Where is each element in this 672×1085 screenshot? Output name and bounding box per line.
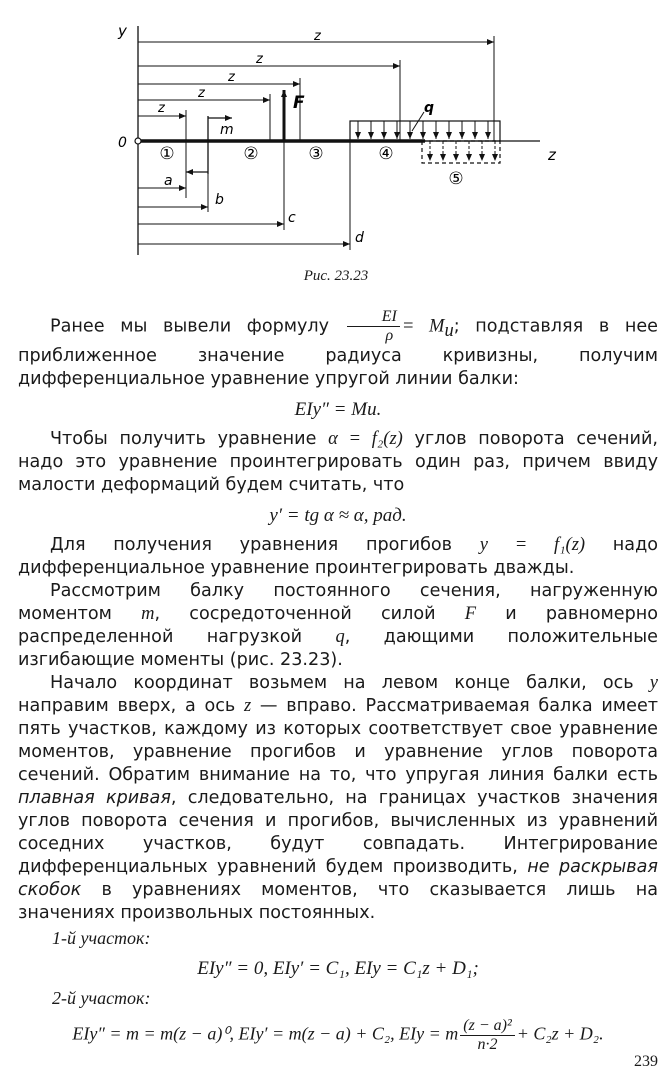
- paragraph-3: Для получения уравнения прогибов y = f₁(z) надо дифференциальное уравнение проинтегрировать дважды.: [18, 535, 658, 578]
- section-5: ⑤: [448, 169, 464, 189]
- z-dim-label-2: z: [256, 52, 263, 67]
- force-label: F: [293, 93, 305, 113]
- z-dim-label-3: z: [228, 70, 235, 85]
- page-number: 239: [634, 1053, 658, 1070]
- beam-figure: [0, 0, 672, 270]
- load-q-arrows: [358, 121, 488, 139]
- dim-label-c: c: [288, 210, 296, 226]
- y-axis-label: y: [118, 22, 127, 40]
- load-q-label: q: [424, 100, 435, 116]
- z-axis-label: z: [548, 146, 556, 164]
- z-dim-label-1: z: [314, 29, 321, 44]
- body-text: [18, 308, 658, 1061]
- load-dashed-arrows: [430, 141, 495, 161]
- paragraph-5: Начало координат возьмем на левом конце балки, ось y направим вверх, а ось z — вправо. Рассматриваемая балка имеет пять участков, каждому из которых соответствует свое уравнение моментов, уравнение прогибов и уравнение углов поворота сечений. Обратим внимание на то, что упругая линия балки есть плавная кривая, следовательно, на границах участков значения углов поворота сечения и прогибов, вычисленных из уравнений соседних участков, будут совпадать. Интегрирование дифференциальных уравнений будем производить, не раскрывая скобок в уравнениях моментов, что сказывается лишь на значениях произвольных постоянных.: [18, 673, 659, 923]
- section-3: ③: [308, 144, 324, 164]
- equation-2: y′ = tg α ≈ α, рад.: [269, 505, 407, 526]
- equation-4: EIy″ = m = m(z − a)⁰, EIy′ = m(z − a) + C₂, EIy = m $\frac{\text{(z − a)²}}{п\cdot 2}$ + C₂z + D₂.: [72, 1017, 604, 1053]
- beam-diagram: [0, 0, 672, 270]
- equation-1: EIy″ = Mи.: [294, 399, 382, 420]
- dim-label-a: a: [164, 173, 173, 189]
- load-q-block: [350, 121, 500, 141]
- equation-3: EIy″ = 0, EIy′ = C₁, EIy = C₁z + D₁;: [197, 958, 479, 979]
- section-1: ①: [159, 144, 175, 164]
- moment-label: m: [220, 122, 234, 138]
- z-dim-label-4: z: [198, 86, 205, 101]
- section-2: ②: [243, 144, 259, 164]
- origin-label: 0: [118, 135, 127, 151]
- figure-caption: Рис. 23.23: [303, 268, 369, 284]
- z-dim-label-5: z: [158, 101, 165, 116]
- paragraph-2: Чтобы получить уравнение α = f₂(z) углов поворота сечений, надо это уравнение проинтегрировать один раз, причем ввиду малости деформаций будем считать, что: [18, 429, 659, 495]
- section-1-heading: 1-й участок:: [52, 928, 151, 948]
- paragraph-4: Рассмотрим балку постоянного сечения, нагруженную моментом m, сосредоточенной силой F и равномерно распределенной нагрузкой q, дающими положительные изгибающие моменты (рис. 23.23).: [18, 581, 659, 670]
- load-dashed-block: [422, 141, 500, 163]
- formula-fraction: $\frac{EI}{\rho}$: [347, 308, 400, 345]
- dim-label-b: b: [215, 192, 224, 208]
- dim-label-d: d: [355, 230, 364, 246]
- section-numbers: [159, 144, 463, 189]
- paragraph-1: Ранее мы вывели формулу $\frac{EI}{\rho}$ = $M_и$; подставляя в нее приближенное значение радиуса кривизны, получим дифференциальное уравнение упругой линии балки:: [18, 308, 658, 389]
- section-4: ④: [378, 144, 394, 164]
- origin-point: [135, 138, 141, 144]
- section-2-heading: 2-й участок:: [52, 988, 151, 1008]
